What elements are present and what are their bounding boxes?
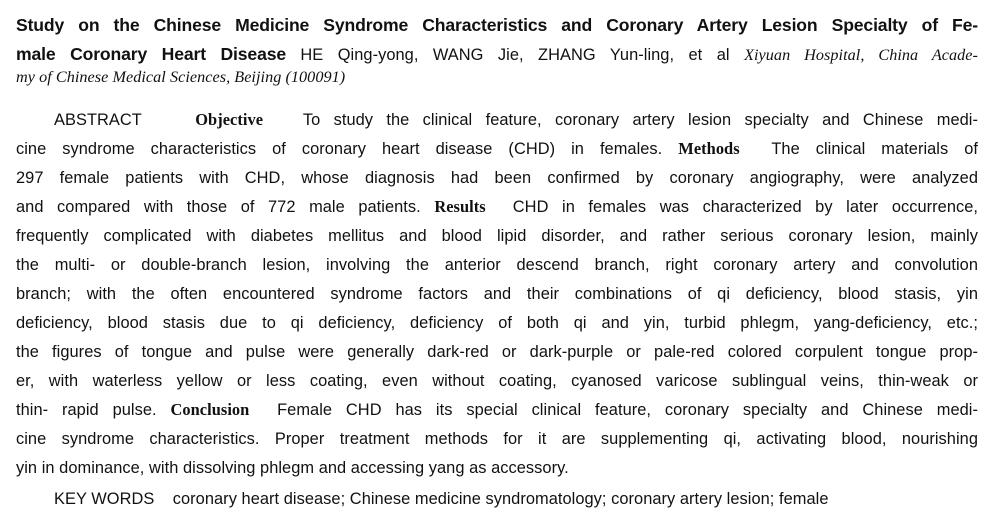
abstract-text-15: cine syndrome characteristics. Proper treatment methods for it are supplementing qi, activating blood, nourishing [16, 430, 978, 448]
keywords-label: KEY WORDS [54, 490, 155, 508]
abstract-line-7 [16, 281, 978, 307]
abstract-text-11: the figures of tongue and pulse were generally dark-red or dark-purple or pale-red colored corpulent tongue prop- [16, 343, 978, 361]
abstract-line-13 [16, 455, 978, 481]
abstract-text-1: To study the clinical feature, coronary artery lesion specialty and Chinese medi- [302, 111, 978, 129]
methods-label: Methods [678, 139, 740, 158]
author-list: HE Qing-yong, WANG Jie, ZHANG Yun-ling, et al [300, 46, 730, 64]
abstract-text-5: and compared with those of 772 male patients. [16, 198, 421, 216]
abstract-text-4: 297 female patients with CHD, whose diagnosis had been confirmed by coronary angiography, were analyzed [16, 169, 978, 187]
abstract-text-9: branch; with the often encountered syndrome factors and their combinations of qi deficiency, blood stasis, yin [16, 285, 978, 303]
objective-label: Objective [195, 110, 264, 129]
affiliation-line [16, 64, 978, 90]
title-line-2: male Coronary Heart Disease [16, 44, 286, 64]
affiliation-part-2: my of Chinese Medical Sciences, Beijing (100091) [16, 68, 346, 86]
abstract-line-3 [16, 165, 978, 191]
affiliation-part-1: Xiyuan Hospital, China Acade- [744, 46, 978, 64]
results-label: Results [434, 197, 486, 216]
abstract-text-8: the multi- or double-branch lesion, involving the anterior descend branch, right coronary artery and convolution [16, 256, 978, 274]
paper-title-line-1 [16, 12, 978, 38]
abstract-line-4 [16, 194, 978, 220]
title-line-1: Study on the Chinese Medicine Syndrome Characteristics and Coronary Artery Lesion Specialty of Fe- [16, 15, 978, 35]
abstract-line-6 [16, 252, 978, 278]
abstract-text-13: thin- rapid pulse. [16, 401, 157, 419]
abstract-text-2: cine syndrome characteristics of coronary heart disease (CHD) in females. [16, 140, 663, 158]
abstract-line-1 [54, 107, 978, 133]
abstract-text-16: yin in dominance, with dissolving phlegm and accessing yang as accessory. [16, 459, 569, 477]
abstract-label: ABSTRACT [54, 111, 142, 129]
abstract-line-10 [16, 368, 978, 394]
keywords-line [54, 486, 978, 512]
conclusion-label: Conclusion [170, 400, 250, 419]
keywords-text: coronary heart disease; Chinese medicine syndromatology; coronary artery lesion; female [172, 490, 829, 508]
abstract-text-3: The clinical materials of [771, 140, 978, 158]
abstract-line-9 [16, 339, 978, 365]
abstract-text-10: deficiency, blood stasis due to qi deficiency, deficiency of both qi and yin, turbid phlegm, yang-deficiency, etc.; [16, 314, 978, 332]
abstract-line-8 [16, 310, 978, 336]
abstract-line-5 [16, 223, 978, 249]
abstract-text-7: frequently complicated with diabetes mellitus and blood lipid disorder, and rather serious coronary lesion, mainly [16, 227, 978, 245]
abstract-line-2 [16, 136, 978, 162]
abstract-text-12: er, with waterless yellow or less coating, even without coating, cyanosed varicose sublingual veins, thin-weak or [16, 372, 978, 390]
abstract-line-12 [16, 426, 978, 452]
abstract-line-11 [16, 397, 978, 423]
abstract-text-6: CHD in females was characterized by later occurrence, [512, 198, 978, 216]
abstract-text-14: Female CHD has its special clinical feature, coronary specialty and Chinese medi- [277, 401, 978, 419]
